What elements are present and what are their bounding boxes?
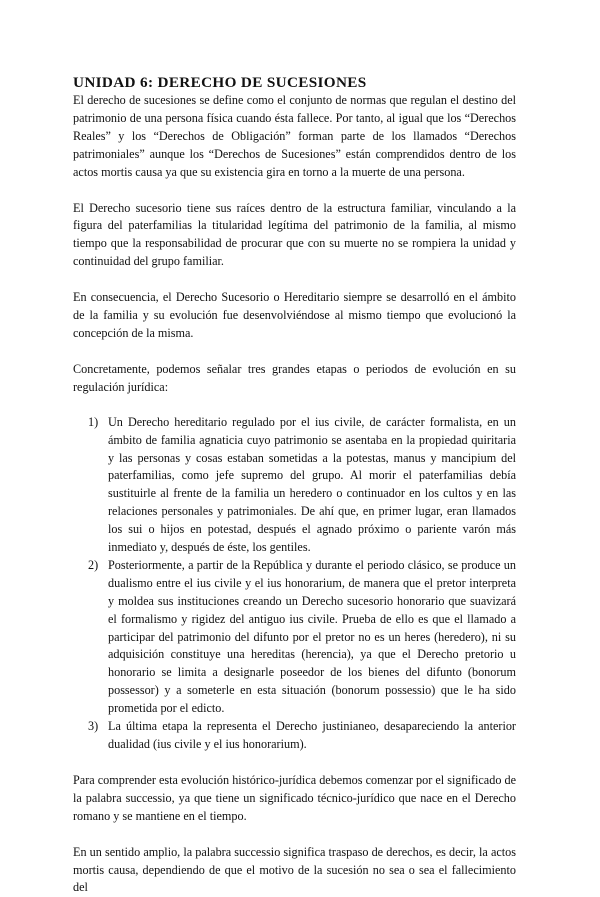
roots-paragraph: El Derecho sucesorio tiene sus raíces dentro de la estructura familiar, vinculando a la figura del paterfamilias la titularidad legítima del patrimonio de la familia, al mismo tiempo que la responsabilidad de procurar que con su muerte no se rompiera la unidad y continuidad del grupo familiar.	[73, 200, 516, 269]
document-page	[73, 74, 516, 897]
consequence-paragraph: En consecuencia, el Derecho Sucesorio o Hereditario siempre se desarrolló en el ámbito de la familia y su evolución fue desenvolviéndose al mismo tiempo que evolucionó la concepción de la misma.	[73, 290, 516, 340]
list-item	[73, 414, 516, 557]
list-item	[73, 718, 516, 754]
list-item-number: 3)	[88, 719, 99, 734]
document-title: UNIDAD 6: DERECHO DE SUCESIONES	[73, 74, 367, 91]
list-item	[73, 557, 516, 718]
broad-sense-paragraph: En un sentido amplio, la palabra successio significa traspaso de derechos, es decir, la actos mortis causa, dependiendo de que el motivo de la sucesión no sea o sea el fallecimiento del	[73, 844, 516, 895]
stages-intro-paragraph: Concretamente, podemos señalar tres grandes etapas o periodos de evolución en su regulación jurídica:	[73, 361, 516, 394]
list-item-text: Un Derecho hereditario regulado por el ius civile, de carácter formalista, en un ámbito de familia agnaticia cuyo patrimonio se asentaba en la propiedad quiritaria y las personas y cosas estaban sometidas a la potestas, manus y mancipium del paterfamilias, como jefe supremo del grupo. Al morir el paterfamilias debía sustituirle al frente de la familia un heredero o continuador en los cultos y en las relaciones personales y patrimoniales. De ahí que, en primer lugar, eran llamados los sui o hijos en potestad, después el agnado próximo o pariente varón más inmediato y, después de éste, los gentiles.	[108, 414, 516, 555]
list-item-number: 2)	[88, 557, 99, 572]
list-item-text: Posteriormente, a partir de la República y durante el periodo clásico, se produce un dualismo entre el ius civile y el ius honorarium, de manera que el pretor interpreta y moldea sus instituciones creando un Derecho sucesorio honorario que suavizará el formalismo y rigidez del antiguo ius civile. Prueba de ello es que el llamado a participar del patrimonio del difunto por el pretor no es un heres (heredero), ni su adquisición constituye una hereditas (herencia), ya que el Derecho pretorio u honorario se limita a designarle poseedor de los bienes del difunto (bonorum possessor) y a someterle en esta situación (bonorum possessio) que le ha sido prometida por el edicto.	[108, 557, 516, 716]
stages-list	[73, 414, 516, 754]
intro-paragraph: El derecho de sucesiones se define como el conjunto de normas que regulan el destino del patrimonio de una persona física cuando ésta fallece. Por tanto, al igual que los “Derechos Reales” y los “Derechos de Obligación” forman parte de los llamados “Derechos patrimoniales” aunque los “Derechos de Sucesiones” están comprendidos dentro de los actos mortis causa ya que su existencia gira en torno a la muerte de una persona.	[73, 93, 516, 179]
list-item-text: La última etapa la representa el Derecho justinianeo, desapareciendo la anterior dualidad (ius civile y el ius honorarium).	[108, 719, 516, 751]
successio-paragraph: Para comprender esta evolución histórico-jurídica debemos comenzar por el significado de la palabra successio, ya que tiene un significado técnico-jurídico que nace en el Derecho romano y se mantiene en el tiempo.	[73, 772, 516, 823]
list-item-number: 1)	[88, 414, 99, 429]
